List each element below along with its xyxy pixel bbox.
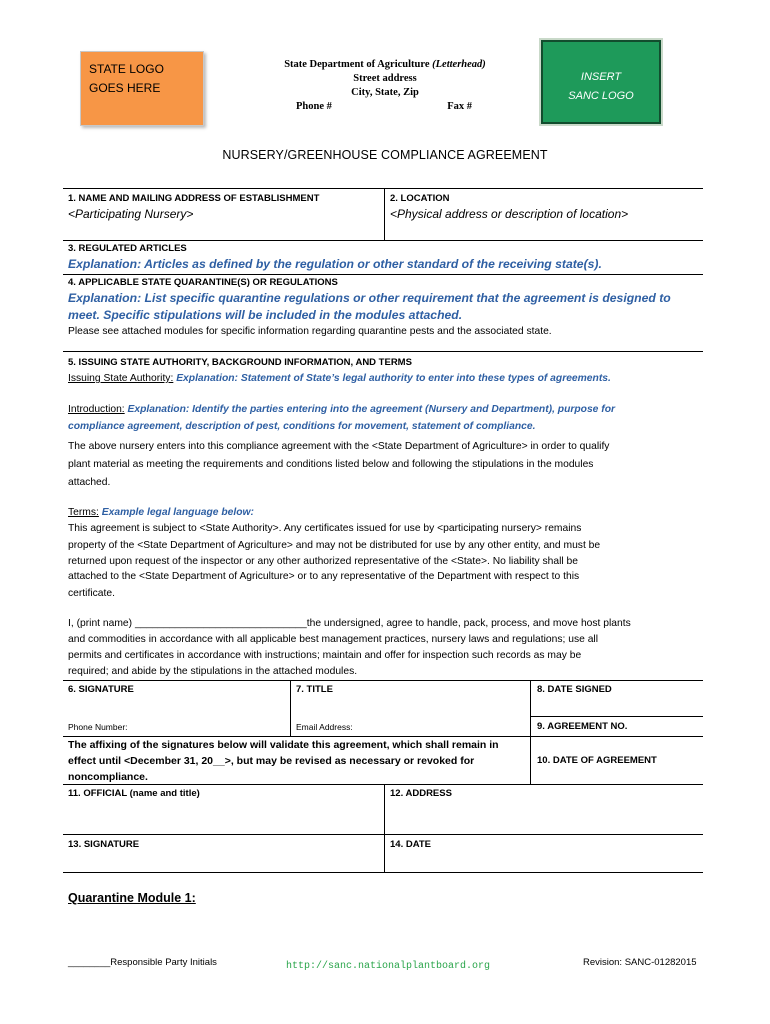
title-label: 7. TITLE — [296, 684, 333, 695]
sanc-website-link[interactable]: http://sanc.nationalplantboard.org — [286, 961, 491, 972]
location-field[interactable]: <Physical address or description of location> — [390, 207, 629, 221]
state-logo-text: STATE LOGO GOES HERE — [89, 62, 164, 95]
pledge-text-4: required; and abide by the stipulations in the attached modules. — [68, 666, 358, 677]
terms-text-2: property of the <State Department of Agriculture> and may not be distributed for use by any other entity, and must be — [68, 540, 601, 551]
terms-text-5: certificate. — [68, 588, 115, 599]
authority-line — [68, 371, 611, 387]
state-logo-placeholder — [80, 51, 204, 126]
section-4-explanation-line1: Explanation: List specific quarantine regulations or other requirement that the agreement is designed to — [68, 291, 671, 305]
divider — [384, 784, 385, 872]
authority-heading: Issuing State Authority: — [68, 373, 174, 384]
letterhead — [240, 58, 530, 114]
letterhead-fax: Fax # — [447, 101, 472, 112]
intro-paragraph-2: plant material as meeting the requirements and conditions listed below and following the stipulations in the modules — [68, 459, 594, 470]
divider — [63, 274, 703, 275]
responsible-party-initials: ________Responsible Party Initials — [68, 957, 217, 968]
intro-explanation-2: compliance agreement, description of pest, conditions for movement, statement of compliance. — [68, 421, 536, 432]
section-1-label: 1. NAME AND MAILING ADDRESS OF ESTABLISHMENT — [68, 193, 320, 204]
signature-2-label: 13. SIGNATURE — [68, 839, 140, 850]
address-label: 12. ADDRESS — [390, 788, 452, 799]
signature-label: 6. SIGNATURE — [68, 684, 134, 695]
section-4-explanation-line2: meet. Specific stipulations will be included in the modules attached. — [68, 308, 463, 322]
quarantine-module-title: Quarantine Module 1: — [68, 891, 196, 905]
divider — [290, 680, 291, 736]
intro-explanation-1: Explanation: Identify the parties entering into the agreement (Nursery and Department), purpose for — [124, 404, 615, 415]
affix-text-1: The affixing of the signatures below will validate this agreement, which shall remain in — [68, 739, 499, 751]
divider — [63, 872, 703, 873]
letterhead-phone: Phone # — [296, 101, 332, 112]
terms-heading: Terms: — [68, 507, 99, 518]
section-4-note: Please see attached modules for specific information regarding quarantine pests and the associated state. — [68, 326, 552, 337]
email-address-label: Email Address: — [296, 722, 353, 732]
section-4-label: 4. APPLICABLE STATE QUARANTINE(S) OR REGULATIONS — [68, 277, 338, 288]
terms-text-4: attached to the <State Department of Agriculture> or to any representative of the Department with respect to this — [68, 571, 580, 582]
divider — [63, 351, 703, 352]
phone-number-label: Phone Number: — [68, 722, 128, 732]
participating-nursery-field[interactable]: <Participating Nursery> — [68, 207, 194, 221]
divider — [384, 188, 385, 240]
section-3-label: 3. REGULATED ARTICLES — [68, 243, 187, 254]
divider — [530, 680, 531, 784]
intro-paragraph-3: attached. — [68, 477, 111, 488]
sanc-logo-text: INSERT SANC LOGO — [568, 71, 634, 102]
date-signed-label: 8. DATE SIGNED — [537, 684, 612, 695]
divider — [63, 188, 703, 189]
terms-text-1: This agreement is subject to <State Authority>. Any certificates issued for use by <participating nursery> remains — [68, 523, 582, 534]
affix-text-2: effect until <December 31, 20__>, but may be revised as necessary or revoked for — [68, 755, 475, 767]
date-2-label: 14. DATE — [390, 839, 432, 850]
divider — [63, 240, 703, 241]
date-of-agreement-label: 10. DATE OF AGREEMENT — [537, 755, 657, 766]
section-5-label: 5. ISSUING STATE AUTHORITY, BACKGROUND INFORMATION, AND TERMS — [68, 357, 412, 368]
agreement-number-label: 9. AGREEMENT NO. — [537, 721, 628, 732]
divider — [530, 716, 703, 717]
letterhead-street: Street address — [353, 73, 417, 84]
official-label: 11. OFFICIAL (name and title) — [68, 788, 200, 799]
divider — [63, 680, 703, 681]
intro-heading: Introduction: — [68, 404, 125, 415]
terms-line — [68, 505, 254, 521]
letterhead-city: City, State, Zip — [351, 87, 419, 98]
revision-label: Revision: SANC-01282015 — [583, 957, 697, 968]
affix-text-3: noncompliance. — [68, 771, 148, 783]
pledge-text-3: permits and certificates in accordance with instructions; maintain and offer for inspection such records as may be — [68, 650, 582, 661]
pledge-text-1: I, (print name) ______________________________the undersigned, agree to handle, pack, process, and move host plants — [68, 618, 631, 629]
authority-explanation: Explanation: Statement of State’s legal authority to enter into these types of agreements. — [173, 373, 611, 384]
letterhead-agency: State Department of Agriculture — [284, 59, 430, 70]
letterhead-tag: (Letterhead) — [432, 59, 486, 70]
divider — [63, 784, 703, 785]
terms-text-3: returned upon request of the inspector or any other authorized representative of the <State>. No liability shall be — [68, 556, 579, 567]
section-3-explanation: Explanation: Articles as defined by the regulation or other standard of the receiving state(s). — [68, 257, 602, 271]
pledge-text-2: and commodities in accordance with all applicable best management practices, nursery laws and regulations; use all — [68, 634, 598, 645]
terms-explanation: Example legal language below: — [98, 507, 254, 518]
document-title: NURSERY/GREENHOUSE COMPLIANCE AGREEMENT — [222, 148, 548, 162]
section-2-label: 2. LOCATION — [390, 193, 450, 204]
intro-line1 — [68, 402, 615, 418]
divider — [63, 834, 703, 835]
sanc-logo-placeholder — [541, 40, 661, 124]
intro-paragraph-1: The above nursery enters into this compliance agreement with the <State Department of Agriculture> in order to qualify — [68, 441, 610, 452]
